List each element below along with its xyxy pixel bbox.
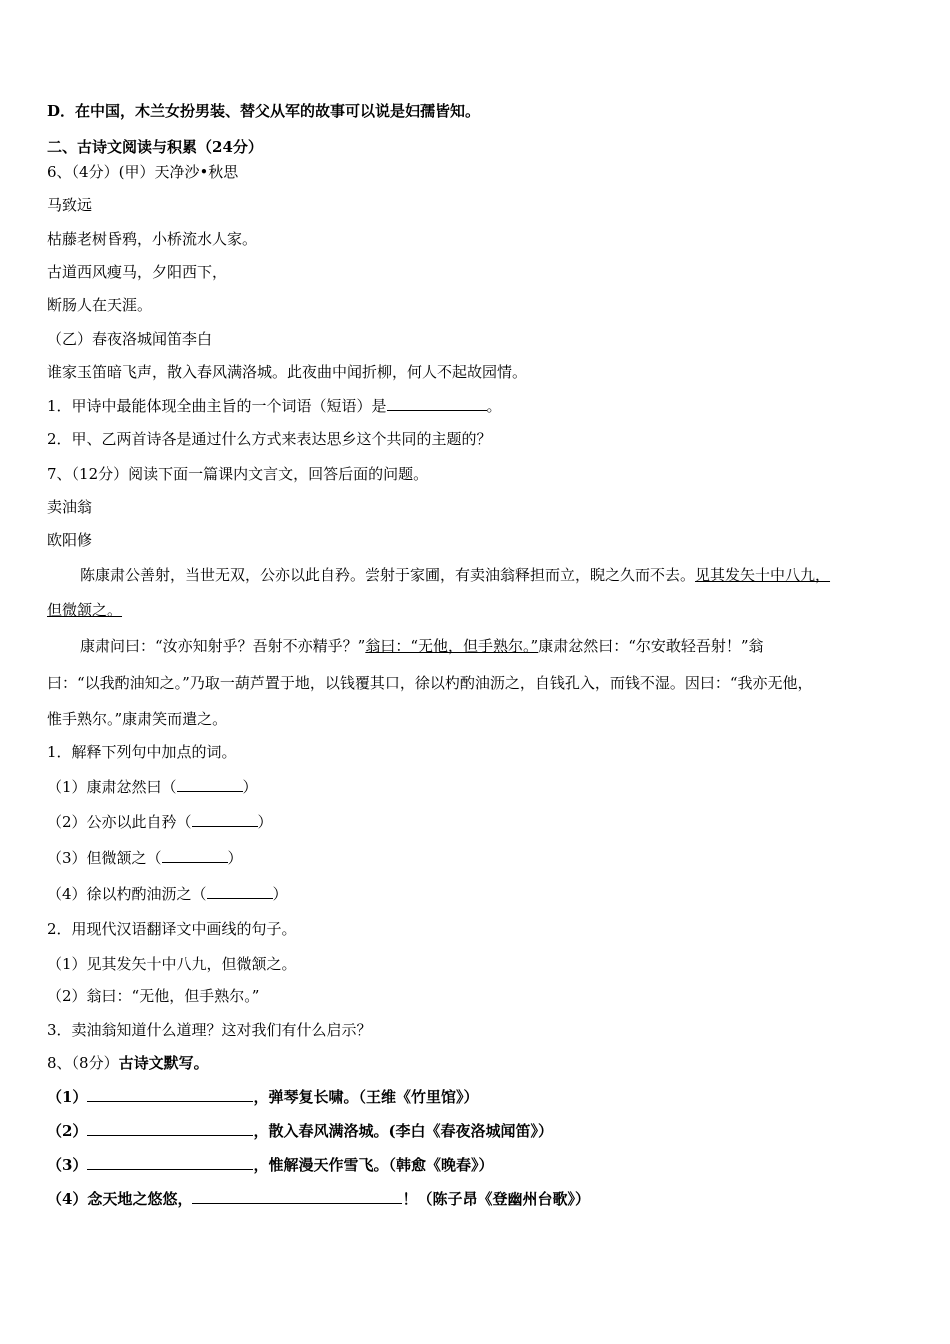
passage-para1-line1: [80, 565, 830, 585]
answer-blank[interactable]: [192, 812, 258, 827]
question-8-3: [47, 1155, 493, 1175]
underlined-sentence-end: 但微颔之。: [47, 601, 123, 619]
q8-4-text-a: （4）念天地之悠悠，: [47, 1190, 193, 1208]
poem1-line3: 断肠人在天涯。: [47, 296, 153, 314]
section-2-heading: 二、古诗文阅读与积累（24分）: [47, 138, 263, 156]
question-7-1: 1．解释下列句中加点的词。: [47, 743, 237, 761]
poem2-heading: （乙）春夜洛城闻笛李白: [47, 330, 213, 348]
q8-title: 古诗文默写。: [118, 1054, 209, 1072]
question-7-2-1: （1）见其发矢十中八九，但微颔之。: [47, 955, 297, 973]
q8-4-text-b: ！（陈子昂《登幽州台歌》）: [402, 1190, 590, 1208]
passage-para1-line2: [47, 600, 122, 620]
passage-para2-line3: 惟手熟尔。”康肃笑而遣之。: [47, 710, 228, 728]
para2-text-a: 康肃问曰：“汝亦知射乎？吾射不亦精乎？”: [80, 637, 366, 655]
q7-1-4-text: （4）徐以杓酌油沥之（: [47, 885, 207, 903]
option-d: D．在中国，木兰女扮男装、替父从军的故事可以说是妇孺皆知。: [47, 102, 481, 120]
q7-1-2-text: （2）公亦以此自矜（: [47, 813, 192, 831]
answer-blank[interactable]: [207, 884, 273, 899]
answer-blank[interactable]: [177, 777, 243, 792]
q8-2-num: （2）: [47, 1122, 88, 1140]
q8-3-num: （3）: [47, 1156, 88, 1174]
q6-1-text: 1．甲诗中最能体现全曲主旨的一个词语（短语）是: [47, 397, 387, 415]
underlined-sentence: 见其发矢十中八九，: [695, 566, 831, 584]
para2-text-b: 康肃忿然曰：“尔安敢轻吾射！”翁: [538, 637, 764, 655]
q7-1-1-text: （1）康肃忿然曰（: [47, 778, 177, 796]
question-7-1-1: [47, 777, 258, 797]
q8-3-text: ，惟解漫天作雪飞。（韩愈《晚春》）: [253, 1156, 494, 1174]
question-8-2: [47, 1121, 553, 1141]
passage-title: 卖油翁: [47, 498, 93, 516]
q8-1-num: （1）: [47, 1088, 88, 1106]
answer-blank[interactable]: [192, 1189, 402, 1204]
close-paren: ）: [242, 778, 258, 796]
answer-blank[interactable]: [87, 1155, 253, 1170]
question-8-4: [47, 1189, 590, 1209]
question-7-1-2: [47, 812, 273, 832]
question-8-heading: [47, 1053, 209, 1073]
question-6-heading: 6、（4分）(甲）天净沙•秋思: [47, 163, 239, 181]
q8-2-text: ，散入春风满洛城。(李白《春夜洛城闻笛》）: [253, 1122, 554, 1140]
underlined-sentence-2: 翁曰：“无他，但手熟尔。”: [365, 637, 539, 655]
q6-1-end: 。: [486, 397, 502, 415]
close-paren: ）: [272, 885, 288, 903]
question-7-2-2: （2）翁曰：“无他，但手熟尔。”: [47, 987, 260, 1005]
question-6-1: [47, 396, 502, 416]
question-7-2: 2．用现代汉语翻译文中画线的句子。: [47, 920, 297, 938]
poem1-line1: 枯藤老树昏鸦，小桥流水人家。: [47, 230, 258, 248]
question-7-heading: 7、（12分）阅读下面一篇课内文言文，回答后面的问题。: [47, 465, 429, 483]
question-7-1-3: [47, 848, 243, 868]
passage-para2-line2: 曰：“以我酌油知之。”乃取一葫芦置于地，以钱覆其口，徐以杓酌油沥之，自钱孔入，而钱不湿。因曰：“我亦无他，: [47, 674, 813, 692]
question-8-1: [47, 1087, 478, 1107]
answer-blank[interactable]: [87, 1087, 253, 1102]
passage-author: 欧阳修: [47, 531, 93, 549]
answer-blank[interactable]: [387, 396, 487, 411]
question-7-1-4: [47, 884, 288, 904]
q8-score: 8、（8分）: [47, 1054, 119, 1072]
para1-text: 陈康肃公善射，当世无双，公亦以此自矜。尝射于家圃，有卖油翁释担而立，睨之久而不去。: [80, 566, 696, 584]
q8-1-text: ，弹琴复长啸。（王维《竹里馆》）: [253, 1088, 479, 1106]
answer-blank[interactable]: [87, 1121, 253, 1136]
q7-1-3-text: （3）但微颔之（: [47, 849, 162, 867]
close-paren: ）: [257, 813, 273, 831]
poem1-line2: 古道西风瘦马，夕阳西下，: [47, 263, 228, 281]
answer-blank[interactable]: [162, 848, 228, 863]
passage-para2-line1: [80, 636, 764, 656]
poem2-text: 谁家玉笛暗飞声，散入春风满洛城。此夜曲中闻折柳，何人不起故园情。: [47, 363, 528, 381]
close-paren: ）: [227, 849, 243, 867]
poem1-author: 马致远: [47, 196, 93, 214]
question-7-3: 3．卖油翁知道什么道理？这对我们有什么启示？: [47, 1021, 372, 1039]
question-6-2: 2．甲、乙两首诗各是通过什么方式来表达思乡这个共同的主题的？: [47, 430, 492, 448]
